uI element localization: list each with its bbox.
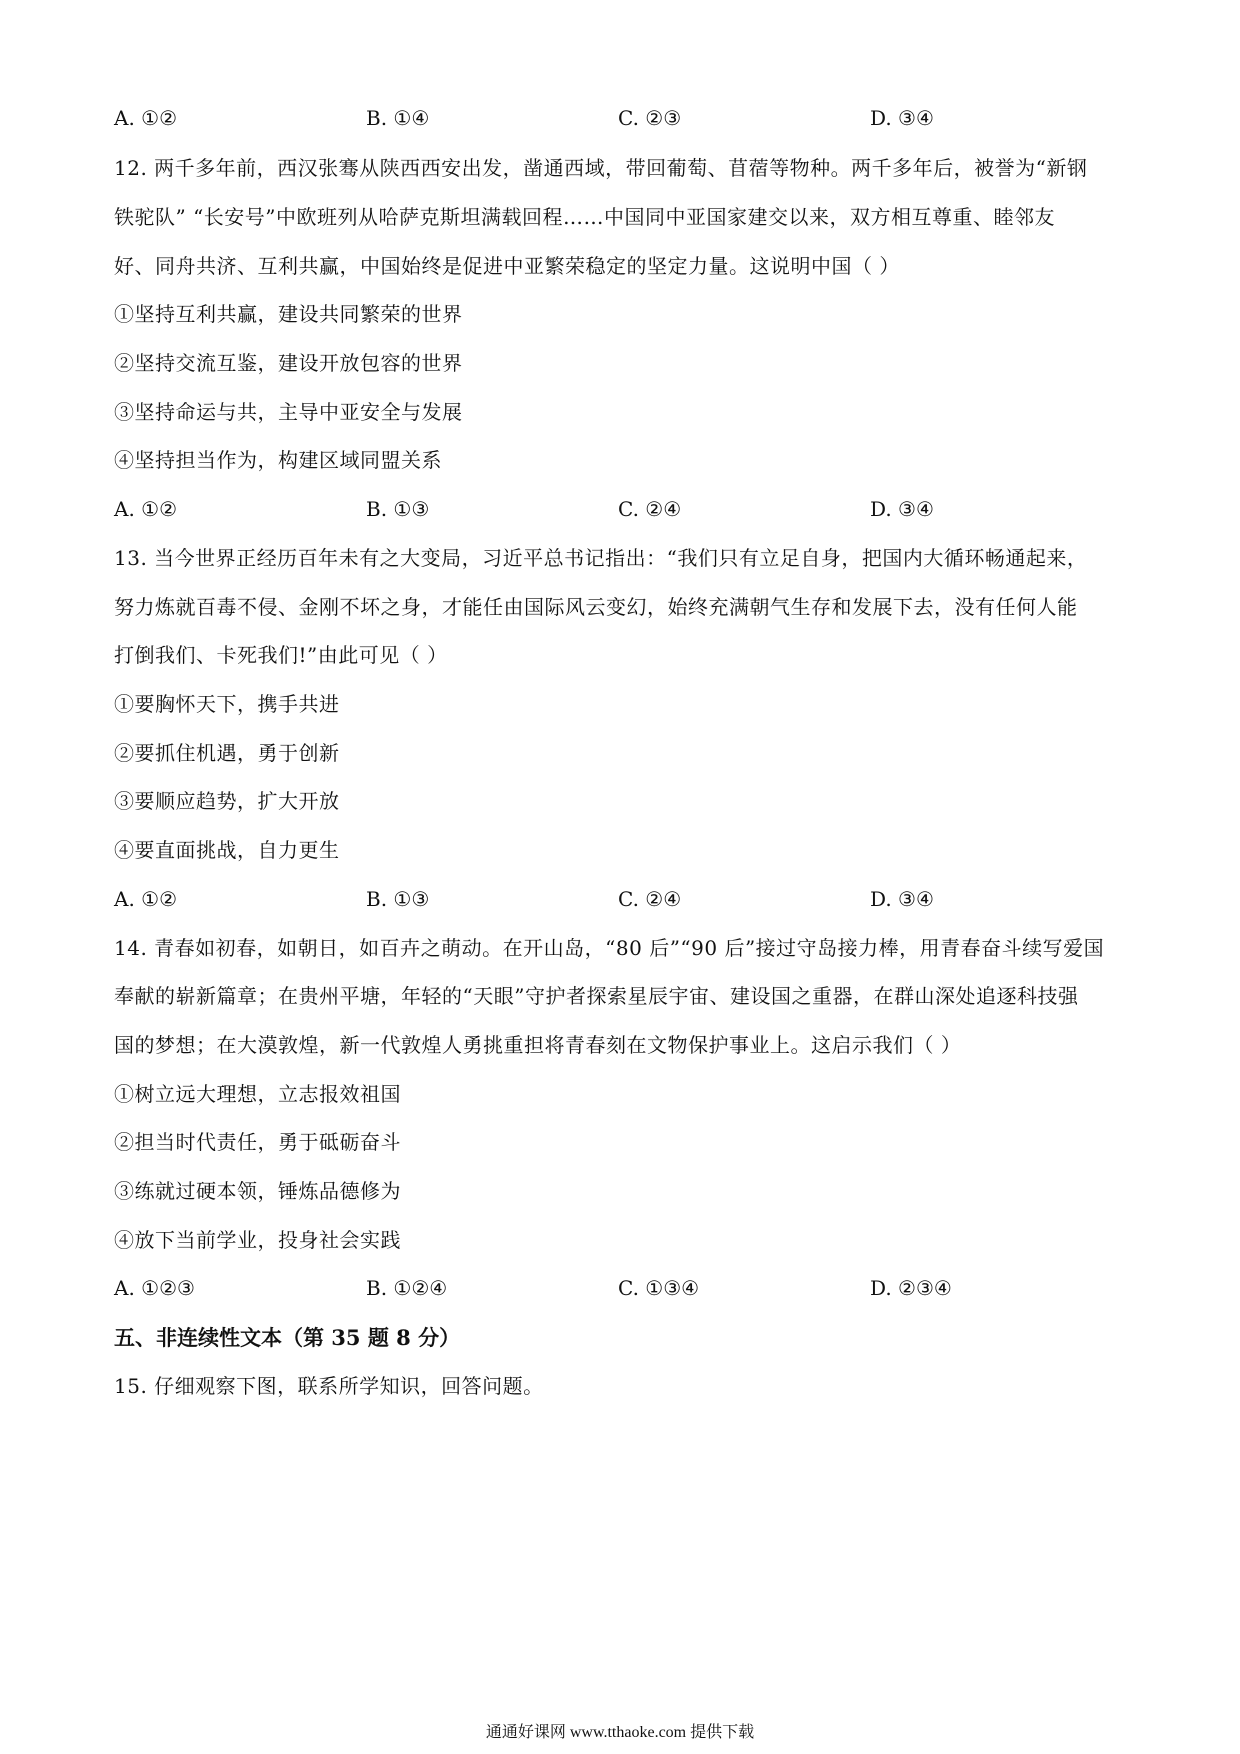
section-heading: 五、非连续性文本（第 35 题 8 分） xyxy=(114,1325,461,1350)
q15-stem: 15. 仔细观察下图，联系所学知识，回答问题。 xyxy=(114,1374,544,1398)
q14-options xyxy=(114,1274,1014,1302)
q14-option-d: D. ②③④ xyxy=(870,1276,952,1300)
q13-stem-line-3: 打倒我们、卡死我们!”由此可见（ ） xyxy=(114,643,448,667)
q13-statement-3: ③要顺应趋势，扩大开放 xyxy=(114,789,340,813)
q13-statement-2: ②要抓住机遇，勇于创新 xyxy=(114,741,340,765)
q13-stem-line-1: 13. 当今世界正经历百年未有之大变局，习近平总书记指出：“我们只有立足自身，把国内大循环畅通起来， xyxy=(114,546,1088,570)
q12-statement-2: ②坚持交流互鉴，建设开放包容的世界 xyxy=(114,351,463,375)
q12-options xyxy=(114,495,1014,523)
q12-statement-3: ③坚持命运与共，主导中亚安全与发展 xyxy=(114,400,463,424)
q13-statement-4: ④要直面挑战，自力更生 xyxy=(114,838,340,862)
q12-stem-line-3: 好、同舟共济、互利共赢，中国始终是促进中亚繁荣稳定的坚定力量。这说明中国（ ） xyxy=(114,254,900,278)
q11-option-d: D. ③④ xyxy=(870,106,934,130)
q12-option-a: A. ①② xyxy=(114,497,178,521)
q13-stem-line-2: 努力炼就百毒不侵、金刚不坏之身，才能任由国际风云变幻，始终充满朝气生存和发展下去，没有任何人能 xyxy=(114,595,1078,619)
q14-option-b: B. ①②④ xyxy=(366,1276,448,1300)
q14-statement-2: ②担当时代责任，勇于砥砺奋斗 xyxy=(114,1130,401,1154)
q12-option-b: B. ①③ xyxy=(366,497,430,521)
q13-option-d: D. ③④ xyxy=(870,887,934,911)
q14-stem-line-3: 国的梦想；在大漠敦煌，新一代敦煌人勇挑重担将青春刻在文物保护事业上。这启示我们（ ） xyxy=(114,1033,962,1057)
q14-option-a: A. ①②③ xyxy=(114,1276,195,1300)
q12-stem-line-1: 12. 两千多年前，西汉张骞从陕西西安出发，凿通西域，带回葡萄、苜蓿等物种。两千多年后，被誉为“新钢 xyxy=(114,156,1088,180)
q14-option-c: C. ①③④ xyxy=(618,1276,700,1300)
q14-statement-3: ③练就过硬本领，锤炼品德修为 xyxy=(114,1179,401,1203)
q12-option-c: C. ②④ xyxy=(618,497,682,521)
q14-stem-line-1: 14. 青春如初春，如朝日，如百卉之萌动。在开山岛，“80 后”“90 后”接过守岛接力棒，用青春奋斗续写爱国 xyxy=(114,936,1105,960)
q12-statement-1: ①坚持互利共赢，建设共同繁荣的世界 xyxy=(114,302,463,326)
q12-option-d: D. ③④ xyxy=(870,497,934,521)
q11-options xyxy=(114,104,1014,132)
q13-options xyxy=(114,885,1014,913)
q12-stem-line-2: 铁驼队” “长安号”中欧班列从哈萨克斯坦满载回程……中国同中亚国家建交以来，双方相互尊重、睦邻友 xyxy=(114,205,1056,229)
q11-option-a: A. ①② xyxy=(114,106,178,130)
q11-option-c: C. ②③ xyxy=(618,106,682,130)
q13-option-b: B. ①③ xyxy=(366,887,430,911)
q13-statement-1: ①要胸怀天下，携手共进 xyxy=(114,692,340,716)
q14-statement-1: ①树立远大理想，立志报效祖国 xyxy=(114,1082,401,1106)
page-footer: 通通好课网 www.tthaoke.com 提供下载 xyxy=(485,1724,755,1741)
q12-statement-4: ④坚持担当作为，构建区域同盟关系 xyxy=(114,448,442,472)
q11-option-b: B. ①④ xyxy=(366,106,430,130)
q14-stem-line-2: 奉献的崭新篇章；在贵州平塘，年轻的“天眼”守护者探索星辰宇宙、建设国之重器，在群山深处追逐科技强 xyxy=(114,984,1079,1008)
q13-option-c: C. ②④ xyxy=(618,887,682,911)
q14-statement-4: ④放下当前学业，投身社会实践 xyxy=(114,1228,401,1252)
q13-option-a: A. ①② xyxy=(114,887,178,911)
